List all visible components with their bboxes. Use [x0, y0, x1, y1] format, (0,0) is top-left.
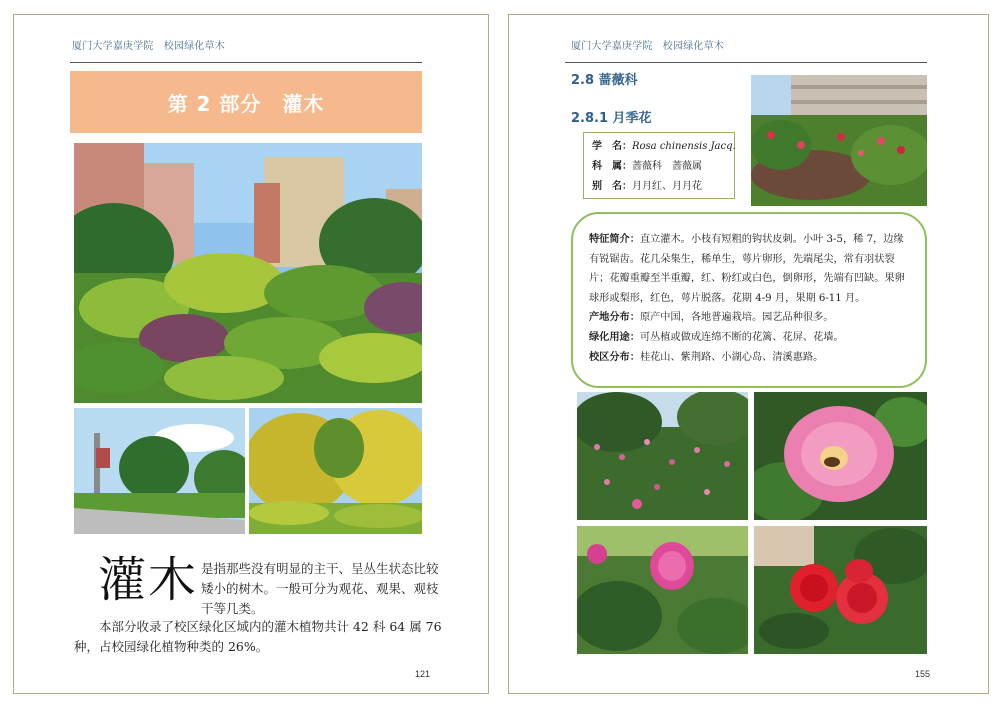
roadside-shrub-photo [74, 408, 245, 534]
desc-value: 直立灌木。小枝有短粗的钩状皮刺。小叶 3-5，稀 7，边缘有锐锯齿。花几朵集生，稀单生，萼片卵形，先端尾尖，常有羽状裂片；花瓣重瓣至半重瓣，红、粉红或白色，倒卵形，先端有凹缺。果卵球形或梨形，红色，萼片脱落。花期 4-9 月，果期 6-11 月。 [589, 234, 905, 304]
desc-value: 原产中国，各地普遍栽培。园艺品种很多。 [639, 312, 834, 324]
info-key: 别 名： [592, 181, 632, 192]
shrub-landscape-photo [74, 143, 422, 403]
desc-campus-location [589, 348, 913, 368]
info-value: 月月红、月月花 [632, 181, 702, 192]
info-value: Rosa chinensis Jacq. [632, 141, 736, 152]
desc-value: 可丛植或做成连绵不断的花篱、花屏、花墙。 [639, 331, 844, 343]
section-title: 2.8 蔷薇科 [571, 73, 638, 88]
left-page [13, 14, 489, 694]
desc-landscaping-use [589, 328, 913, 348]
header-rule [70, 62, 422, 63]
rose-garden-photo [751, 75, 927, 206]
desc-features [589, 230, 913, 308]
right-page [508, 14, 989, 694]
running-head: 厦门大学嘉庚学院 校园绿化草木 [72, 41, 225, 52]
header-rule [565, 62, 927, 63]
info-value: 蔷薇科 蔷薇属 [632, 161, 702, 172]
info-row-alias [592, 177, 726, 197]
shrub-large-heading: 灌木 [98, 552, 199, 608]
shrub-intro-text: 是指那些没有明显的主干、呈丛生状态比较矮小的树木。一般可分为观花、观果、观枝干等几类。 [201, 561, 439, 616]
desc-origin [589, 308, 913, 328]
desc-key: 绿化用途： [589, 330, 640, 343]
info-row-family-genus [592, 157, 726, 177]
info-key: 学 名： [592, 141, 632, 152]
rose-bush-photo [577, 392, 748, 520]
info-row-scientific-name [592, 137, 736, 157]
red-roses-photo [754, 526, 927, 654]
desc-key: 产地分布： [589, 311, 640, 324]
species-info-box [583, 132, 735, 199]
species-description-box [571, 212, 927, 388]
page-number: 121 [414, 669, 430, 679]
magenta-rose-photo [577, 526, 748, 654]
page-number: 155 [914, 669, 930, 679]
desc-key: 校区分布： [589, 350, 640, 363]
pink-rose-with-bee-photo [754, 392, 927, 520]
desc-key: 特征简介： [589, 233, 640, 245]
shrub-summary-paragraph: 本部分收录了校区绿化区域内的灌木植物共计 42 科 64 属 76 种，占校园绿化植物种类的 26%。 [74, 619, 442, 654]
desc-value: 桂花山、紫荆路、小湖心岛、清溪惠路。 [639, 351, 824, 363]
yellow-shrub-photo [249, 408, 422, 534]
subsection-title: 2.8.1 月季花 [571, 111, 652, 126]
running-head: 厦门大学嘉庚学院 校园绿化草木 [571, 41, 724, 52]
part-title-banner: 第 2 部分 灌木 [70, 71, 422, 133]
info-key: 科 属： [592, 161, 632, 172]
